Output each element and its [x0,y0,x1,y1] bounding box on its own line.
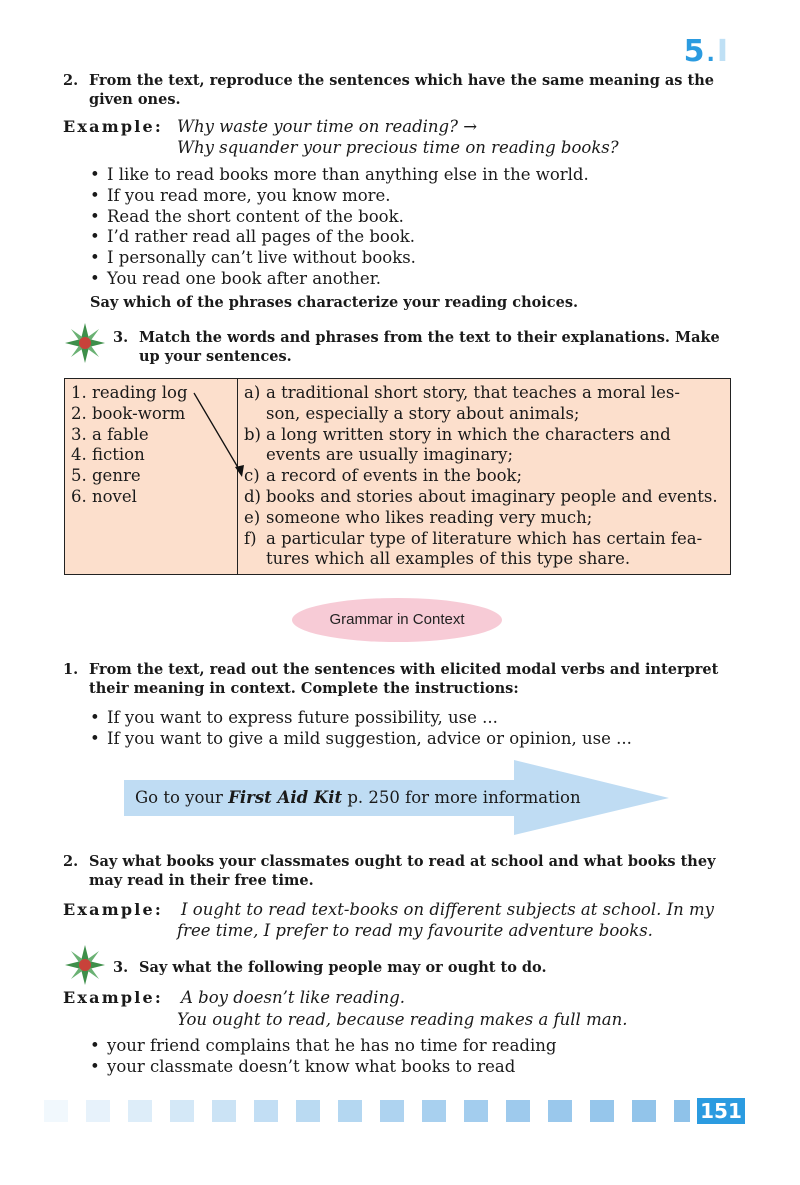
answer-text: a long written story in which the characters and [266,424,671,444]
answer-item [244,529,724,571]
reference-suffix: p. 250 for more information [342,788,581,807]
answer-text-cont: events are usually imaginary; [266,445,514,465]
answer-text: a record of events in the book; [266,466,523,486]
answer-text: a particular type of literature which has certain fea- [266,528,703,548]
example-text-2: Why squander your precious time on reading books? [177,138,619,157]
answer-item [244,383,724,425]
word-item: 2. book-worm [71,403,186,423]
follow-up-text: Say which of the phrases characterize your reading choices. [90,294,579,311]
task-number: 2. [63,853,79,870]
star-icon [64,944,106,986]
list-item: • your friend complains that he has no time for reading [90,1036,556,1057]
answer-key: e) [244,507,261,527]
example-label: Example: [63,900,163,919]
answer-key: d) [244,486,261,506]
list-item: • Read the short content of the book. [90,207,589,228]
answer-item [244,487,724,508]
grammar-task-3-list [90,1036,556,1078]
answer-item [244,466,724,487]
example-label: Example: [63,117,163,136]
task-2-instruction [63,71,733,109]
list-item: • I personally can’t live without books. [90,248,589,269]
task-text: From the text, read out the sentences with elicited modal verbs and interpret their meaning in context. Complete the instructions: [89,661,719,697]
star-icon [64,322,106,364]
task-text: Say what books your classmates ought to read at school and what books they may read in their free time. [89,853,716,889]
answer-key: a) [244,383,261,402]
list-item: • You read one book after another. [90,269,589,290]
section-sub: I [716,34,730,69]
answer-key: b) [244,424,261,444]
section-dot: . [706,42,717,67]
reference-emphasis: First Aid Kit [228,788,343,807]
answer-key: c) [244,466,260,486]
task-text: From the text, reproduce the sentences which have the same meaning as the given ones. [89,72,714,108]
answer-text-cont: son, especially a story about animals; [266,403,580,423]
example-label: Example: [63,988,163,1007]
task-text: Say what the following people may or ought to do. [139,959,547,976]
word-item: 6. novel [71,486,137,506]
task-number: 3. [113,329,129,346]
answer-text: a traditional short story, that teaches a moral les- [266,383,680,402]
grammar-task-3-instruction [113,958,733,977]
task-3-instruction [113,328,733,366]
word-item: 3. a fable [71,424,149,444]
word-item: 1. reading log [71,383,188,402]
match-arrow [180,385,260,485]
list-item: • I like to read books more than anything else in the world. [90,165,589,186]
page-number: 151 [697,1098,745,1124]
answer-item [244,425,724,467]
list-item: • If you want to give a mild suggestion, advice or opinion, use ... [90,729,632,750]
answer-text-cont: tures which all examples of this type share. [266,549,631,569]
answer-text: someone who likes reading very much; [266,507,593,527]
task-number: 1. [63,661,79,678]
list-item: • If you read more, you know more. [90,186,589,207]
example-text-1: A boy doesn’t like reading. [181,988,406,1007]
task-number: 3. [113,959,129,976]
list-item: • If you want to express future possibility, use ... [90,708,632,729]
list-item: • I’d rather read all pages of the book. [90,227,589,248]
example-text-1: I ought to read text-books on different subjects at school. In my [181,900,714,919]
grammar-in-context-heading: Grammar in Context [292,598,502,642]
task-text: Match the words and phrases from the text to their explanations. Make up your sentences. [139,329,720,365]
answer-key: f) [244,528,257,548]
grammar-task-2-instruction [63,852,733,890]
word-item: 5. genre [71,466,141,486]
task-2-list [90,165,589,290]
section-number-main: 5 [683,34,707,69]
list-item: • your classmate doesn’t know what books to read [90,1057,556,1078]
word-item: 4. fiction [71,445,145,465]
answer-text: books and stories about imaginary people and events. [266,486,718,506]
first-aid-kit-reference [135,788,581,807]
answers-column [238,379,731,575]
example-text-1: Why waste your time on reading? → [177,117,478,136]
grammar-task-1-instruction [63,660,733,698]
example-text-2: free time, I prefer to read my favourite adventure books. [177,921,653,940]
match-table [64,378,731,575]
section-number [684,34,730,69]
grammar-task-1-list [90,708,632,750]
reference-prefix: Go to your [135,788,229,807]
task-number: 2. [63,72,79,89]
example-text-2: You ought to read, because reading makes a full man. [177,1010,628,1029]
answer-item [244,508,724,529]
